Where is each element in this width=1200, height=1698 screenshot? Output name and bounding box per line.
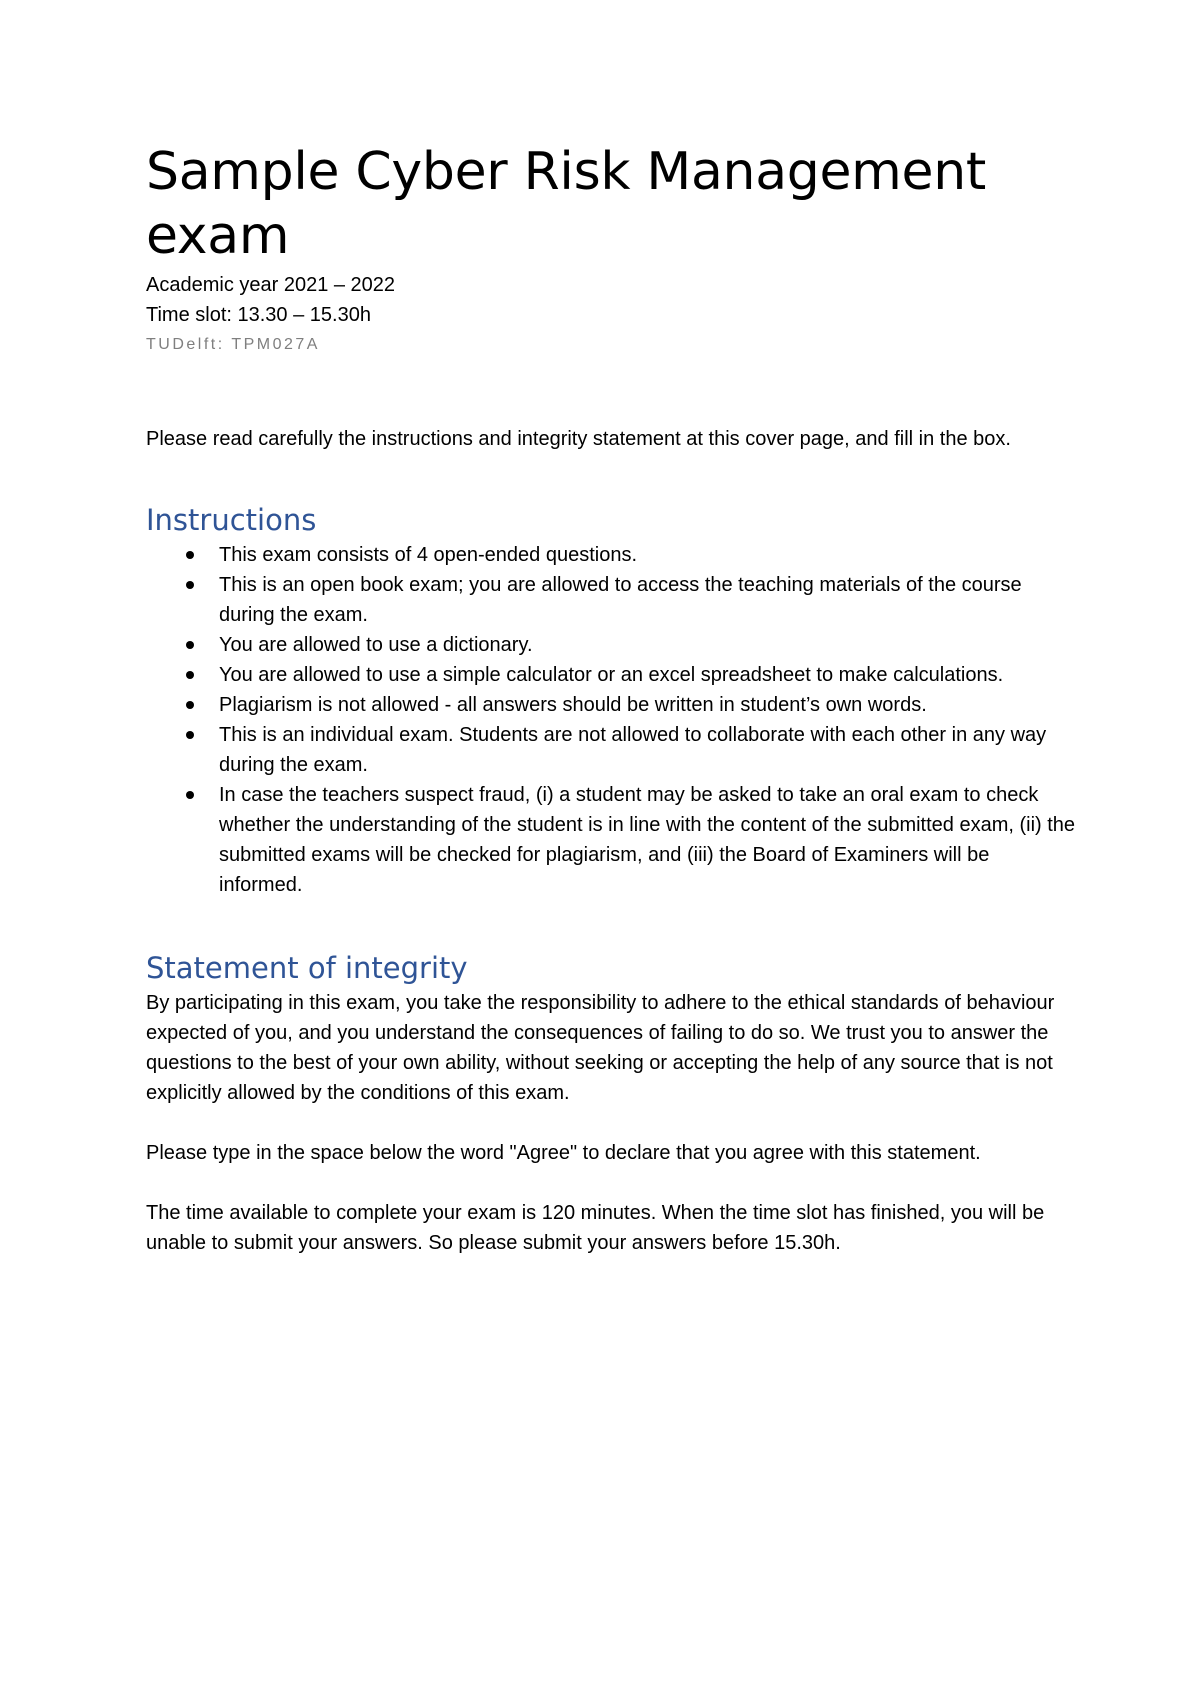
list-item-text: This exam consists of 4 open-ended questions. bbox=[219, 544, 638, 566]
list-item-text: This is an open book exam; you are allowed to access the teaching materials of the course during the exam. bbox=[219, 574, 1022, 626]
list-item bbox=[146, 540, 1076, 570]
list-item bbox=[146, 630, 1076, 660]
instructions-list bbox=[146, 540, 1076, 900]
bullet-icon bbox=[186, 731, 194, 739]
instructions-heading: Instructions bbox=[146, 503, 317, 537]
list-item-text: This is an individual exam. Students are not allowed to collaborate with each other in any way during the exam. bbox=[219, 724, 1047, 776]
integrity-heading: Statement of integrity bbox=[146, 951, 468, 985]
bullet-icon bbox=[186, 551, 194, 559]
intro-paragraph: Please read carefully the instructions and integrity statement at this cover page, and fill in the box. bbox=[146, 428, 1011, 450]
list-item bbox=[146, 660, 1076, 690]
list-item-text: In case the teachers suspect fraud, (i) a student may be asked to take an oral exam to check whether the understanding of the student is in line with the content of the submitted exam, (ii) the submitted exams will be checked for plagiarism, and (iii) the Board of Examiners will be informed. bbox=[219, 784, 1076, 896]
list-item bbox=[146, 780, 1076, 900]
bullet-icon bbox=[186, 791, 194, 799]
list-item-text: You are allowed to use a simple calculator or an excel spreadsheet to make calculations. bbox=[219, 664, 1004, 686]
bullet-icon bbox=[186, 701, 194, 709]
list-item bbox=[146, 570, 1076, 630]
bullet-icon bbox=[186, 641, 194, 649]
bullet-icon bbox=[186, 581, 194, 589]
integrity-paragraph: By participating in this exam, you take the responsibility to adhere to the ethical standards of behaviour expected of you, and you understand the consequences of failing to do so. We trust you to answer the questions to the best of your own ability, without seeking or accepting the help of any source that is not explicitly allowed by the conditions of this exam. bbox=[146, 992, 1055, 1104]
time-notice-paragraph: The time available to complete your exam is 120 minutes. When the time slot has finished, you will be unable to submit your answers. So please submit your answers before 15.30h. bbox=[146, 1202, 1045, 1254]
page-content bbox=[146, 140, 1076, 1258]
list-item-text: Plagiarism is not allowed - all answers should be written in student’s own words. bbox=[219, 694, 927, 716]
course-code: TUDelft: TPM027A bbox=[146, 336, 320, 353]
bullet-icon bbox=[186, 671, 194, 679]
agree-instruction-paragraph: Please type in the space below the word "Agree" to declare that you agree with this statement. bbox=[146, 1142, 981, 1164]
list-item bbox=[146, 690, 1076, 720]
time-slot: Time slot: 13.30 – 15.30h bbox=[146, 304, 371, 326]
academic-year: Academic year 2021 – 2022 bbox=[146, 274, 396, 296]
list-item bbox=[146, 720, 1076, 780]
list-item-text: You are allowed to use a dictionary. bbox=[219, 634, 533, 656]
document-title: Sample Cyber Risk Management exam bbox=[146, 142, 986, 266]
